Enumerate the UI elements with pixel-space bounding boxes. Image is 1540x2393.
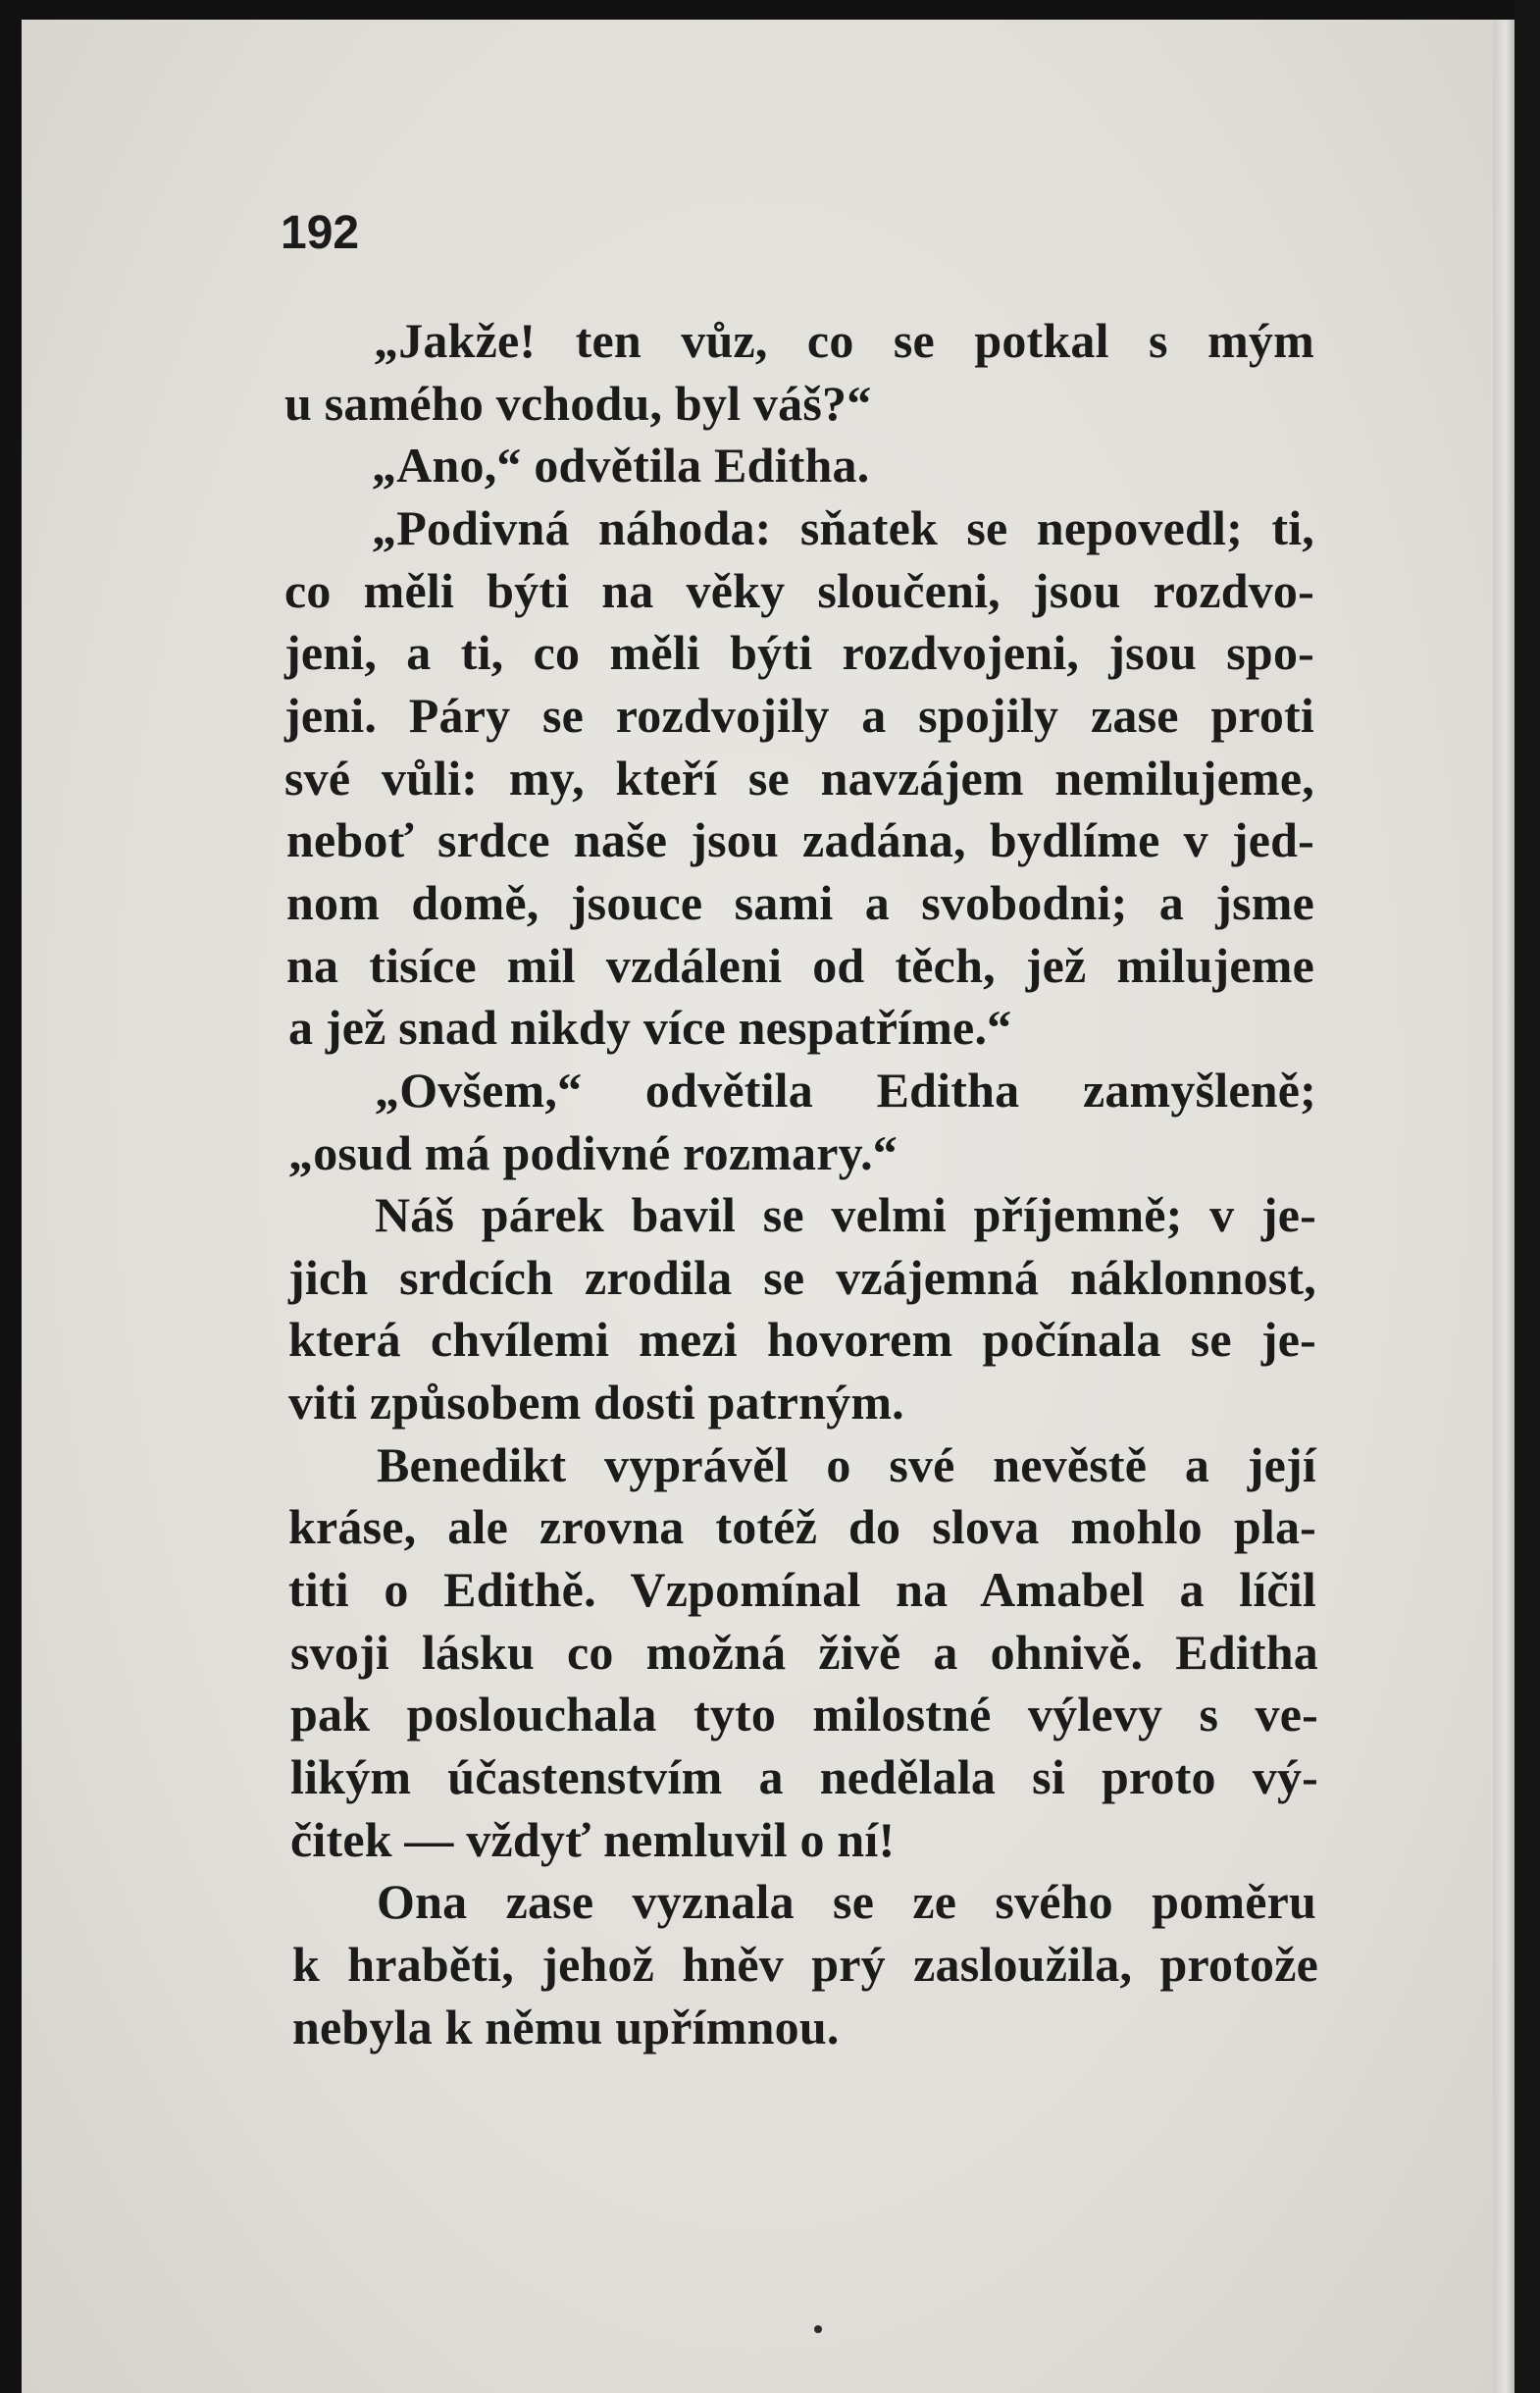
text-line: „Jakže! ten vůz, co se potkal s mým bbox=[374, 313, 1314, 368]
text-line: nebyla k němu upřímnou. bbox=[292, 2000, 840, 2055]
text-line: „Podivná náhoda: sňatek se nepovedl; ti, bbox=[372, 500, 1314, 555]
text-line: viti způsobem dosti patrným. bbox=[288, 1375, 904, 1430]
paper-page bbox=[22, 20, 1493, 2393]
page-number: 192 bbox=[281, 207, 360, 259]
text-line: pak poslouchala tyto milostné výlevy s ve- bbox=[290, 1687, 1318, 1742]
text-line: „Ovšem,“ odvětila Editha zamyšleně; bbox=[375, 1063, 1316, 1118]
text-line: své vůli: my, kteří se navzájem nemilujeme, bbox=[284, 751, 1314, 806]
text-line: Náš párek bavil se velmi příjemně; v je- bbox=[375, 1187, 1316, 1242]
text-line: neboť srdce naše jsou zadána, bydlíme v jed- bbox=[286, 812, 1314, 867]
text-line: Ona zase vyznala se ze svého poměru bbox=[377, 1874, 1316, 1929]
scan-border bbox=[1514, 0, 1540, 2393]
text-line: k hraběti, jehož hněv prý zasloužila, protože bbox=[292, 1937, 1318, 1992]
text-line: na tisíce mil vzdáleni od těch, jež milujeme bbox=[286, 938, 1314, 993]
text-line: nom domě, jsouce sami a svobodni; a jsme bbox=[286, 875, 1314, 930]
text-line: jeni. Páry se rozdvojily a spojily zase proti bbox=[284, 688, 1314, 743]
text-line: čitek — vždyť nemluvil o ní! bbox=[290, 1812, 896, 1867]
text-line: titi o Edithě. Vzpomínal na Amabel a líčil bbox=[288, 1562, 1316, 1617]
text-line: svoji lásku co možná živě a ohnivě. Editha bbox=[290, 1625, 1318, 1680]
text-line: jich srdcích zrodila se vzájemná náklonnost, bbox=[288, 1250, 1316, 1305]
text-line: co měli býti na věky sloučeni, jsou rozdvo- bbox=[284, 563, 1314, 618]
text-line: „Ano,“ odvětila Editha. bbox=[372, 438, 870, 493]
text-line: likým účastenstvím a nedělala si proto vý- bbox=[290, 1749, 1318, 1804]
text-line: a jež snad nikdy více nespatříme.“ bbox=[288, 1000, 1012, 1055]
text-line: kráse, ale zrovna totéž do slova mohlo pla- bbox=[288, 1499, 1316, 1554]
page-edge-strip bbox=[1493, 20, 1514, 2393]
text-line: která chvílemi mezi hovorem počínala se je- bbox=[288, 1312, 1316, 1367]
text-line: „osud má podivné rozmary.“ bbox=[288, 1125, 898, 1180]
text-line: Benedikt vyprávěl o své nevěstě a její bbox=[377, 1437, 1316, 1492]
text-line: u samého vchodu, byl váš?“ bbox=[284, 376, 872, 431]
ink-speck bbox=[814, 2325, 822, 2333]
text-line: jeni, a ti, co měli býti rozdvojeni, jsou spo- bbox=[284, 625, 1314, 680]
